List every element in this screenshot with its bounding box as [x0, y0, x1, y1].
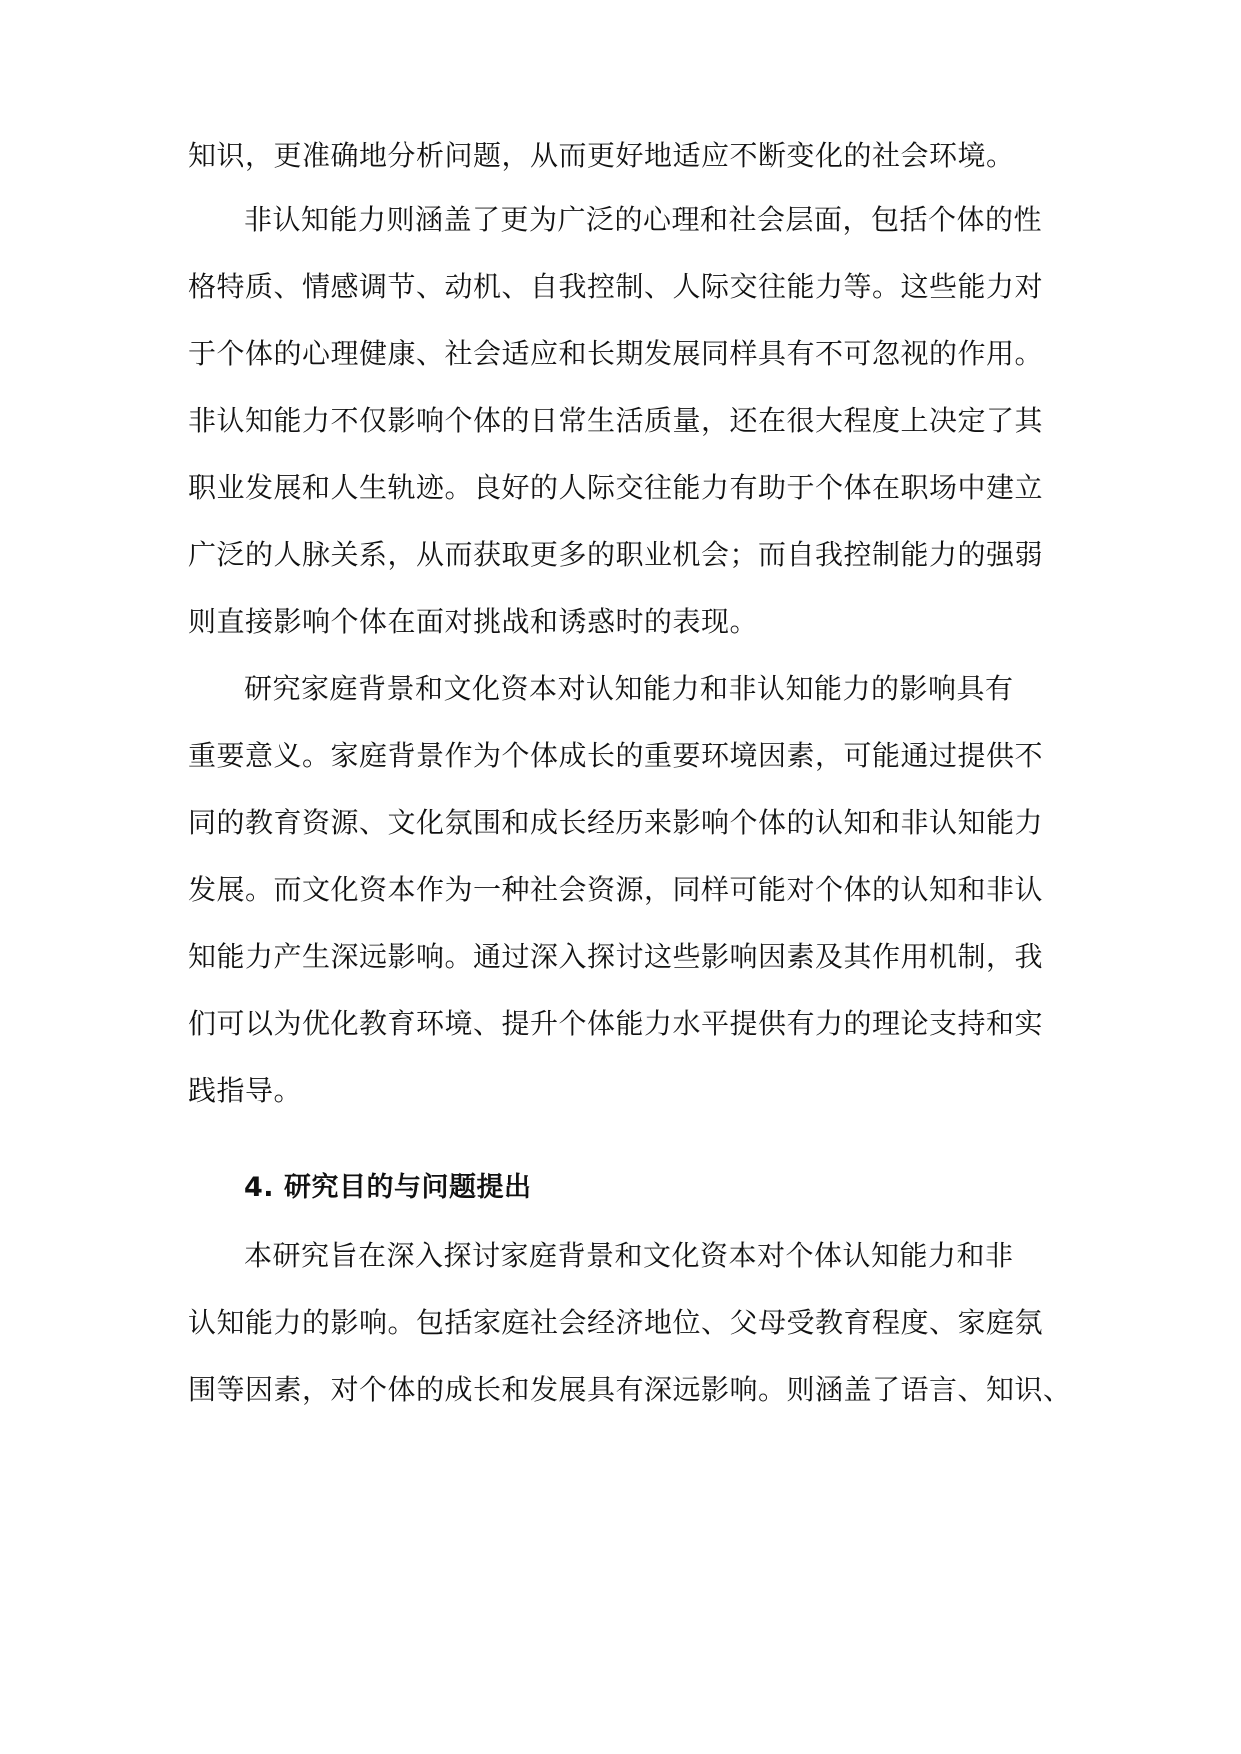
paragraph-line: 重要意义。家庭背景作为个体成长的重要环境因素，可能通过提供不	[188, 739, 1044, 772]
paragraph-line: 职业发展和人生轨迹。良好的人际交往能力有助于个体在职场中建立	[188, 471, 1044, 504]
paragraph-line: 认知能力的影响。包括家庭社会经济地位、父母受教育程度、家庭氛	[188, 1306, 1044, 1339]
paragraph-line: 们可以为优化教育环境、提升个体能力水平提供有力的理论支持和实	[188, 1007, 1044, 1040]
paragraph-line: 同的教育资源、文化氛围和成长经历来影响个体的认知和非认知能力	[188, 806, 1044, 839]
paragraph-line: 践指导。	[188, 1074, 303, 1107]
paragraph-line: 本研究旨在深入探讨家庭背景和文化资本对个体认知能力和非	[244, 1239, 1014, 1272]
paragraph-line: 于个体的心理健康、社会适应和长期发展同样具有不可忽视的作用。	[188, 337, 1044, 370]
paragraph-line: 则直接影响个体在面对挑战和诱惑时的表现。	[188, 605, 759, 638]
paragraph-line: 广泛的人脉关系，从而获取更多的职业机会；而自我控制能力的强弱	[188, 538, 1044, 571]
paragraph-line: 非认知能力则涵盖了更为广泛的心理和社会层面，包括个体的性	[244, 203, 1043, 236]
paragraph-line: 知能力产生深远影响。通过深入探讨这些影响因素及其作用机制，我	[188, 940, 1044, 973]
paragraph-line: 发展。而文化资本作为一种社会资源，同样可能对个体的认知和非认	[188, 873, 1044, 906]
paragraph-line: 知识，更准确地分析问题，从而更好地适应不断变化的社会环境。	[188, 139, 1015, 172]
section-heading: 4. 研究目的与问题提出	[244, 1172, 532, 1203]
paragraph-line: 格特质、情感调节、动机、自我控制、人际交往能力等。这些能力对	[188, 270, 1044, 303]
paragraph-line: 研究家庭背景和文化资本对认知能力和非认知能力的影响具有	[244, 672, 1014, 705]
paragraph-line: 围等因素，对个体的成长和发展具有深远影响。则涵盖了语言、知识、	[188, 1373, 1072, 1406]
paragraph-line: 非认知能力不仅影响个体的日常生活质量，还在很大程度上决定了其	[188, 404, 1044, 437]
